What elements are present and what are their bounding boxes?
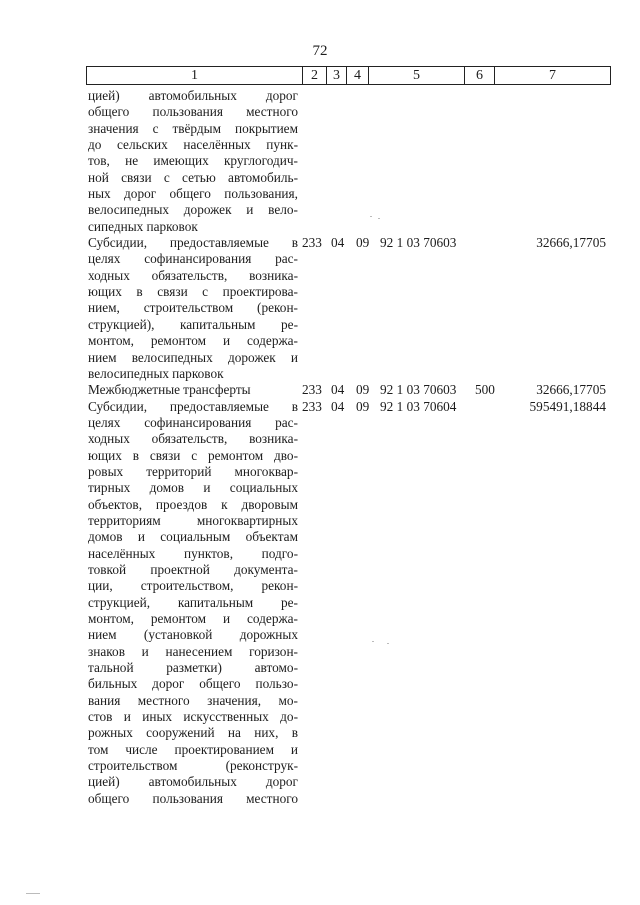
column-header-table — [86, 66, 611, 85]
description-line: ходных обязательств, возника- — [88, 267, 298, 283]
table-row — [0, 399, 640, 808]
section-code: 04 — [331, 235, 345, 251]
description-line: тирных домов и социальных — [88, 480, 298, 496]
description-line: до сельских населённых пунк- — [88, 137, 298, 153]
description-line: Субсидии, предоставляемые в — [88, 235, 298, 251]
admin-code: 233 — [302, 398, 322, 414]
target-code: 92 1 03 70604 — [380, 398, 457, 414]
budget-rows — [0, 88, 640, 807]
description-line: сипедных парковок — [88, 218, 198, 234]
description-line: тальной разметки) автомо- — [88, 660, 298, 676]
section-code: 04 — [331, 382, 345, 398]
column-header-1: 1 — [87, 67, 303, 85]
description-line: ции, строительством, рекон- — [88, 578, 298, 594]
scan-speck — [370, 216, 372, 217]
description-line: значения с твёрдым покрытием — [88, 120, 298, 136]
column-header-5: 5 — [369, 67, 465, 85]
description-line: велосипедных дорожек и вело- — [88, 202, 298, 218]
description-line: территориям многоквартирных — [88, 512, 298, 528]
target-code: 92 1 03 70603 — [380, 382, 457, 398]
scan-speck — [26, 893, 40, 894]
description-line: ровых территорий многоквар- — [88, 463, 298, 479]
row-amount: 32666,17705 — [536, 235, 606, 251]
description-line: рожных сооружений на них, в — [88, 725, 298, 741]
description-line: монтом, ремонтом и содержа- — [88, 611, 298, 626]
expense-type-code: 500 — [475, 382, 495, 398]
description-line: ющих в связи с ремонтом дво- — [88, 447, 298, 463]
admin-code: 233 — [302, 235, 322, 251]
description-line: целях софинансирования рас- — [88, 251, 298, 267]
admin-code: 233 — [302, 382, 322, 398]
description-line: нием (установкой дорожных — [88, 627, 298, 643]
description-line: Субсидии, предоставляемые в — [88, 398, 298, 414]
description-line: струкцией, капитальным ре- — [88, 594, 298, 610]
description-line: ной связи с сетью автомобиль- — [88, 169, 298, 185]
target-code: 92 1 03 70603 — [380, 235, 457, 251]
description-line: целях софинансирования рас- — [88, 414, 298, 430]
description-line: Межбюджетные трансферты — [88, 382, 251, 398]
column-header-row — [87, 67, 611, 85]
description-line: нием велосипедных дорожек и — [88, 349, 298, 365]
description-line: строительством (реконструк- — [88, 758, 298, 774]
column-header-4: 4 — [347, 67, 369, 85]
table-row — [0, 235, 640, 382]
row-amount: 32666,17705 — [536, 382, 606, 398]
description-line: ных дорог общего пользования, — [88, 186, 298, 202]
description-line: населённых пунктов, подго- — [88, 545, 298, 561]
description-line: монтом, ремонтом и содержа- — [88, 333, 298, 349]
description-line: том числе проектированием и — [88, 741, 298, 757]
row-description — [88, 382, 298, 398]
scan-speck — [387, 643, 389, 644]
description-line: общего пользования местного — [88, 104, 298, 120]
description-line: велосипедных парковок — [88, 365, 224, 381]
row-description — [88, 88, 298, 235]
subsection-code: 09 — [356, 382, 370, 398]
table-row — [0, 88, 640, 235]
description-line: струкцией), капитальным ре- — [88, 316, 298, 332]
description-line: объектов, проездов к дворовым — [88, 496, 298, 512]
row-amount: 595491,18844 — [529, 398, 606, 414]
scan-speck — [378, 218, 380, 219]
subsection-code: 09 — [356, 235, 370, 251]
description-line: цией) автомобильных дорог — [88, 774, 298, 790]
subsection-code: 09 — [356, 398, 370, 414]
row-description — [88, 399, 298, 808]
description-line: ходных обязательств, возника- — [88, 431, 298, 447]
row-description — [88, 235, 298, 382]
description-line: стов и иных искусственных до- — [88, 709, 298, 725]
scan-speck — [372, 641, 374, 642]
table-row — [0, 382, 640, 398]
description-line: товкой проектной документа- — [88, 561, 298, 577]
column-header-2: 2 — [303, 67, 327, 85]
description-line: общего пользования местного — [88, 790, 298, 806]
column-header-3: 3 — [327, 67, 347, 85]
description-line: знаков и нанесением горизон- — [88, 643, 298, 659]
description-line: домов и социальным объектам — [88, 529, 298, 545]
description-line: вания местного значения, мо- — [88, 692, 298, 708]
description-line: ющих в связи с проектирова- — [88, 284, 298, 300]
page-number: 72 — [312, 43, 328, 59]
column-header-6: 6 — [465, 67, 495, 85]
column-header-7: 7 — [495, 67, 611, 85]
description-line: бильных дорог общего пользо- — [88, 676, 298, 692]
description-line: нием, строительством (рекон- — [88, 300, 298, 316]
description-line: тов, не имеющих круглогодич- — [88, 153, 298, 169]
description-line: цией) автомобильных дорог — [88, 88, 298, 103]
section-code: 04 — [331, 398, 345, 414]
